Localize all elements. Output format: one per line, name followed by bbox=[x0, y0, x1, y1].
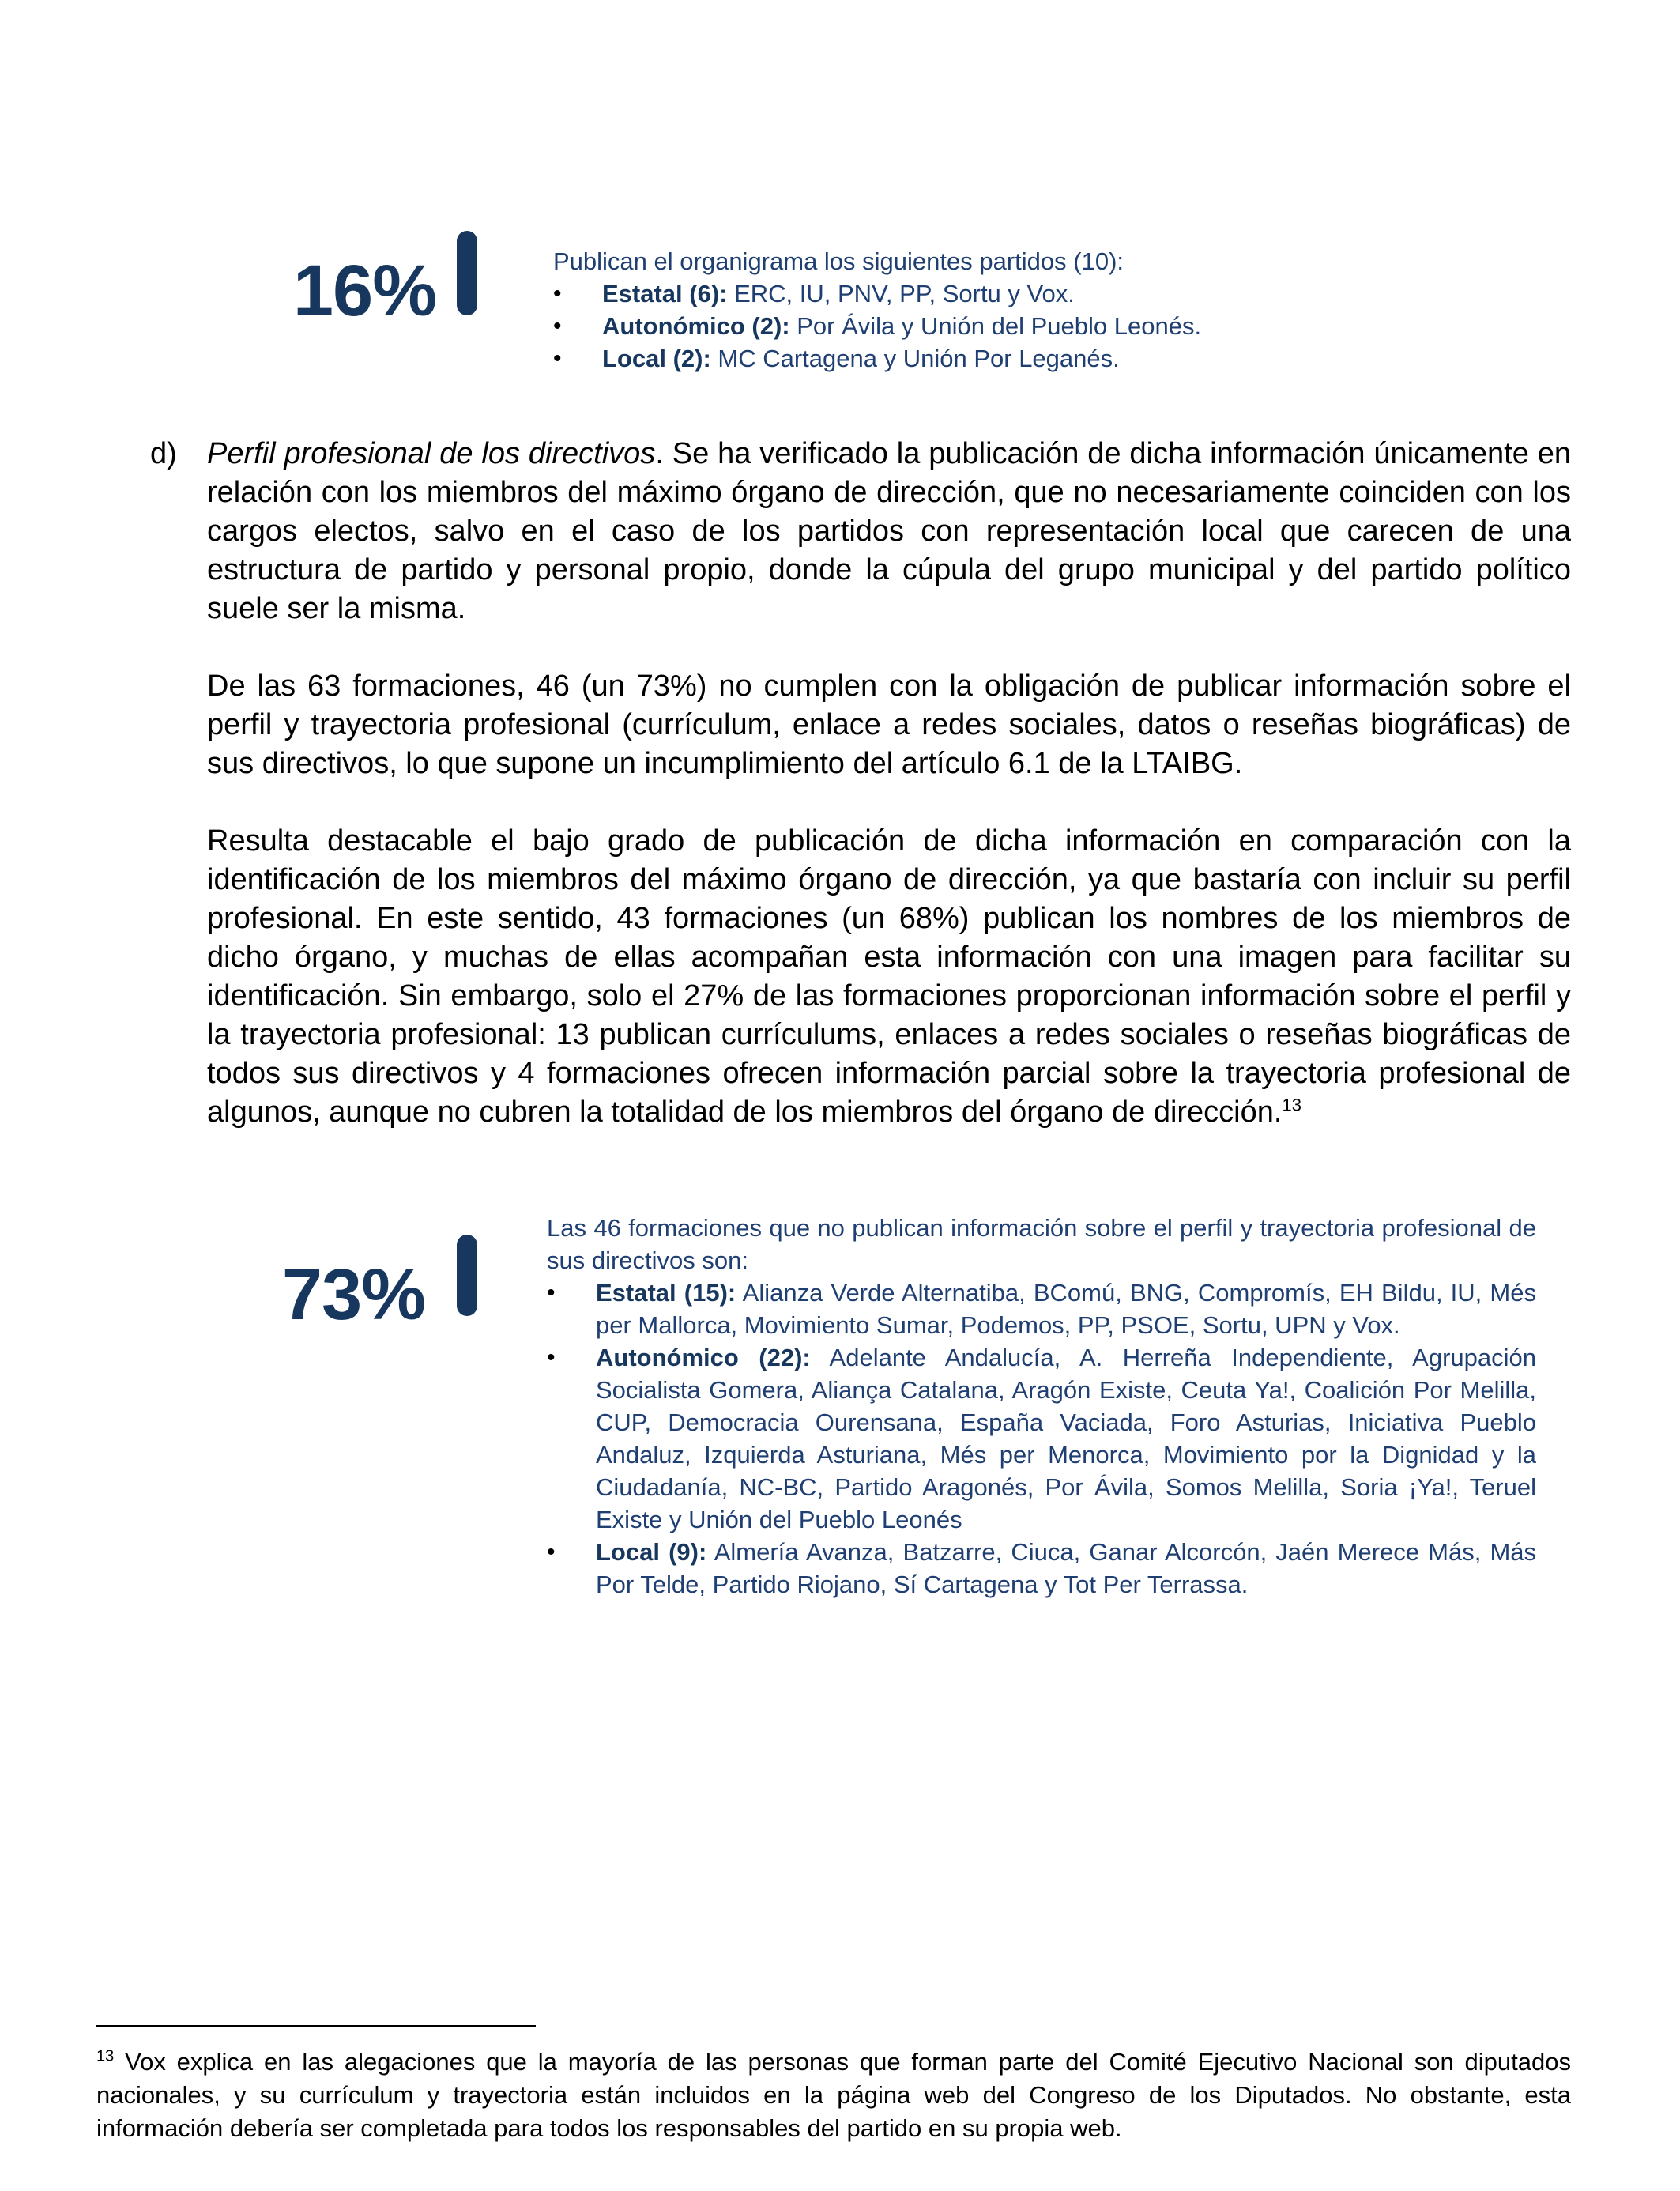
item-label: Estatal (6): bbox=[602, 280, 728, 307]
footnote-text: Vox explica en las alegaciones que la mayoría de las personas que forman parte del Comité Ejecutivo Nacional son diputados nacionales, y su currículum y trayectoria están incluidos en la página web del Congreso de los Diputados. No obstante, esta información debería ser completada para todos los responsables del partido en su propia web. bbox=[96, 2048, 1571, 2142]
stat-box-perfil bbox=[547, 1212, 1536, 1601]
footnote-separator bbox=[96, 2025, 536, 2027]
stat-box-list bbox=[553, 277, 1541, 375]
section-d-paragraph-2: De las 63 formaciones, 46 (un 73%) no cumplen con la obligación de publicar información sobre el perfil y trayectoria profesional (currículum, enlace a redes sociales, datos o reseñas biográficas) de sus directivos, lo que supone un incumplimiento del artículo 6.1 de la LTAIBG. bbox=[207, 669, 1571, 780]
item-label: Estatal (15): bbox=[596, 1279, 736, 1307]
footnote-ref: 13 bbox=[1282, 1095, 1301, 1115]
item-label: Local (9): bbox=[596, 1538, 707, 1566]
item-text: ERC, IU, PNV, PP, Sortu y Vox. bbox=[727, 280, 1075, 307]
stat-box-list bbox=[547, 1277, 1536, 1601]
item-label: Autonómico (2): bbox=[602, 312, 790, 340]
list-item bbox=[553, 342, 1541, 375]
stat-bar-icon bbox=[457, 1235, 477, 1316]
list-item bbox=[553, 277, 1541, 310]
section-d-body bbox=[207, 435, 1571, 1132]
section-d-marker: d) bbox=[150, 437, 177, 470]
section-d-paragraph-1 bbox=[207, 435, 1571, 628]
list-item bbox=[547, 1277, 1536, 1341]
section-d-title: Perfil profesional de los directivos bbox=[207, 437, 656, 470]
stat-percent-16: 16% bbox=[292, 251, 436, 331]
item-label: Local (2): bbox=[602, 345, 711, 372]
footnote bbox=[96, 2046, 1571, 2145]
list-item bbox=[547, 1341, 1536, 1536]
section-d-paragraph-3 bbox=[207, 822, 1571, 1132]
item-text: Almería Avanza, Batzarre, Ciuca, Ganar Alcorcón, Jaén Merece Más, Más Por Telde, Partido Riojano, Sí Cartagena y Tot Per Terrassa. bbox=[596, 1538, 1537, 1598]
list-item bbox=[553, 310, 1541, 342]
paragraph-text: Resulta destacable el bajo grado de publicación de dicha información en comparación con la identificación de los miembros del máximo órgano de dirección, ya que bastaría con incluir su perfil profesional. En este sentido, 43 formaciones (un 68%) publican los nombres de los miembros de dicho órgano, y muchas de ellas acompañan esta información con una imagen para facilitar su identificación. Sin embargo, solo el 27% de las formaciones proporcionan información sobre el perfil y la trayectoria profesional: 13 publican currículums, enlaces a redes sociales o reseñas biográficas de todos sus directivos y 4 formaciones ofrecen información parcial sobre la trayectoria profesional de algunos, aunque no cubren la totalidad de los miembros del órgano de dirección. bbox=[207, 824, 1571, 1129]
item-text: MC Cartagena y Unión Por Leganés. bbox=[710, 345, 1120, 372]
item-text: Adelante Andalucía, A. Herreña Independiente, Agrupación Socialista Gomera, Aliança Catalana, Aragón Existe, Ceuta Ya!, Coalición Por Melilla, CUP, Democracia Ourensana, España Vaciada, Foro Asturias, Iniciativa Pueblo Andaluz, Izquierda Asturiana, Més per Menorca, Movimiento por la Dignidad y la Ciudadanía, NC-BC, Partido Aragonés, Por Ávila, Somos Melilla, Soria ¡Ya!, Teruel Existe y Unión del Pueblo Leonés bbox=[596, 1344, 1537, 1533]
item-text: Por Ávila y Unión del Pueblo Leonés. bbox=[789, 312, 1202, 340]
stat-percent-73: 73% bbox=[281, 1254, 425, 1335]
stat-box-intro: Publican el organigrama los siguientes partidos (10): bbox=[553, 247, 1124, 275]
stat-box-organigrama bbox=[553, 245, 1541, 375]
item-text: Alianza Verde Alternatiba, BComú, BNG, Compromís, EH Bildu, IU, Més per Mallorca, Movimiento Sumar, Podemos, PP, PSOE, Sortu, UPN y Vox. bbox=[596, 1279, 1536, 1339]
stat-bar-icon bbox=[457, 231, 477, 315]
section-d-lead: . Se ha verificado la publicación de dicha información únicamente en relación con los miembros del máximo órgano de dirección, que no necesariamente coinciden con los cargos electos, salvo en el caso de los partidos con representación local que carecen de una estructura de partido y personal propio, donde la cúpula del grupo municipal y del partido político suele ser la misma. bbox=[207, 437, 1571, 625]
footnote-number: 13 bbox=[96, 2047, 115, 2065]
stat-box-intro: Las 46 formaciones que no publican información sobre el perfil y trayectoria profesional de sus directivos son: bbox=[547, 1214, 1536, 1274]
list-item bbox=[547, 1536, 1536, 1601]
item-label: Autonómico (22): bbox=[596, 1344, 811, 1371]
